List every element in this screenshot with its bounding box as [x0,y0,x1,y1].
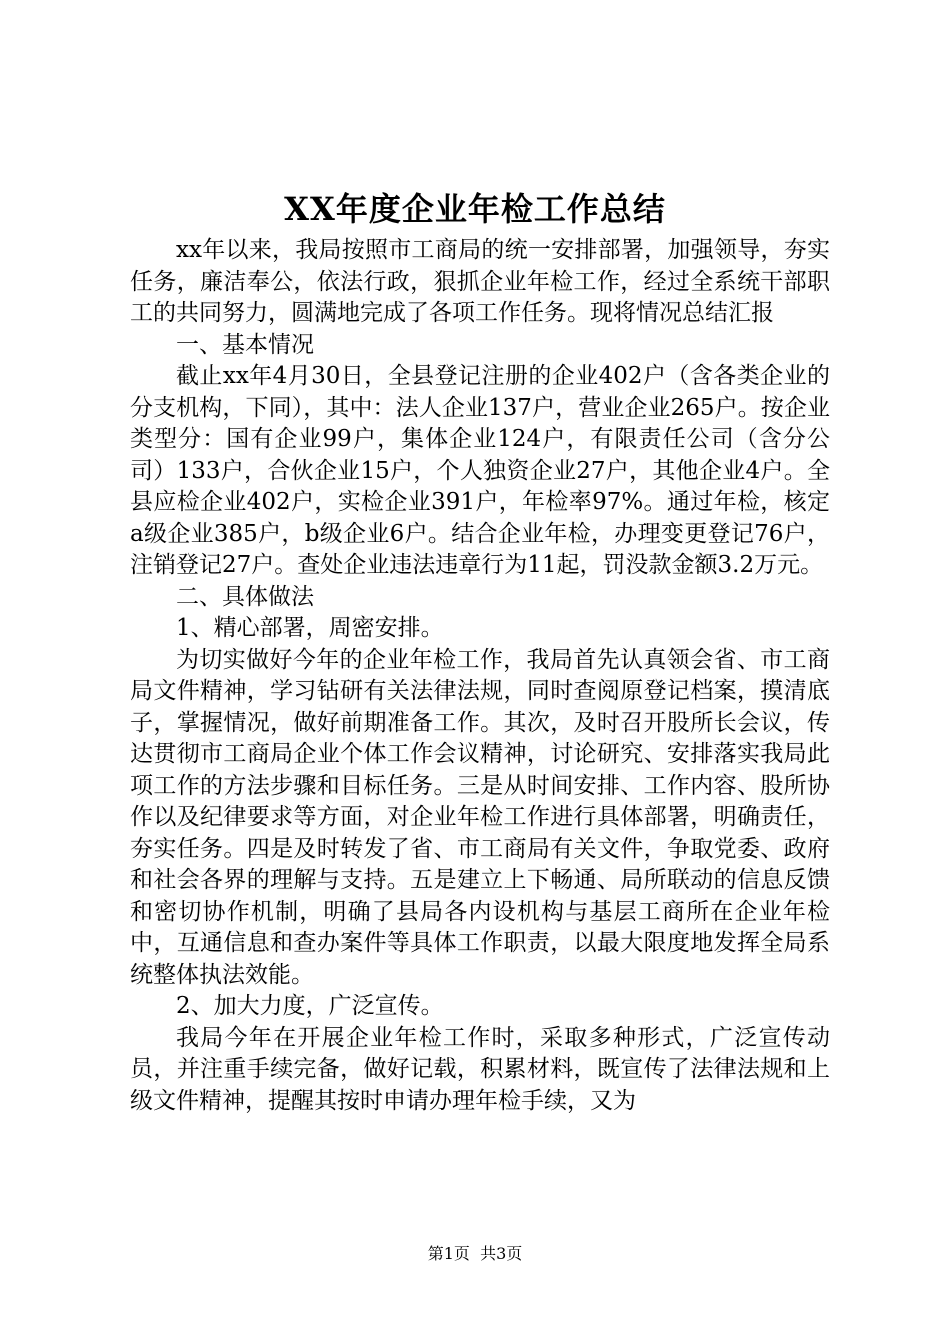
subheading-publicity: 2、加大力度，广泛宣传。 [176,993,444,1019]
page-number: 第1页 [427,1244,470,1263]
intro-paragraph: xx年以来，我局按照市工商局的统一安排部署，加强领导，夯实任务，廉洁奉公，依法行政，狠抓企业年检工作，经过全系统干部职工的共同努力，圆满地完成了各项工作任务。现将情况总结汇报 [130,237,830,326]
publicity-paragraph: 我局今年在开展企业年检工作时，采取多种形式，广泛宣传动员，并注重手续完备，做好记载，积累材料，既宣传了法律法规和上级文件精神，提醒其按时申请办理年检手续，又为 [130,1024,830,1114]
deployment-paragraph: 为切实做好今年的企业年检工作，我局首先认真领会省、市工商局文件精神，学习钻研有关法律法规，同时查阅原登记档案，摸清底子，掌握情况，做好前期准备工作。其次，及时召开股所长会议，传达贯彻市工商局企业个体工作会议精神，讨论研究、安排落实我局此项工作的方法步骤和目标任务。三是从时间安排、工作内容、股所协作以及纪律要求等方面，对企业年检工作进行具体部署，明确责任，夯实任务。四是及时转发了省、市工商局有关文件，争取党委、政府和社会各界的理解与支持。五是建立上下畅通、局所联动的信息反馈和密切协作机制，明确了县局各内设机构与基层工商所在企业年检中，互通信息和查办案件等具体工作职责，以最大限度地发挥全局系统整体执法效能。 [130,646,830,988]
document-body [130,235,830,1117]
page-total: 共3页 [480,1244,523,1263]
basic-situation-paragraph: 截止xx年4月30日，全县登记注册的企业402户（含各类企业的分支机构，下同），其中：法人企业137户，营业企业265户。按企业类型分：国有企业99户，集体企业124户，有限责任公司（含分公司）133户，合伙企业15户，个人独资企业27户，其他企业4户。全县应检企业402户，实检企业391户，年检率97%。通过年检，核定a级企业385户，b级企业6户。结合企业年检，办理变更登记76户，注销登记27户。查处企业违法违章行为11起，罚没款金额3.2万元。 [130,363,830,578]
section-heading-basic-situation: 一、基本情况 [176,331,314,358]
page-footer [0,1243,950,1265]
section-heading-specific-methods: 二、具体做法 [176,583,314,610]
subheading-deployment: 1、精心部署，周密安排。 [176,615,444,641]
document-title: XX年度企业年检工作总结 [284,190,666,228]
